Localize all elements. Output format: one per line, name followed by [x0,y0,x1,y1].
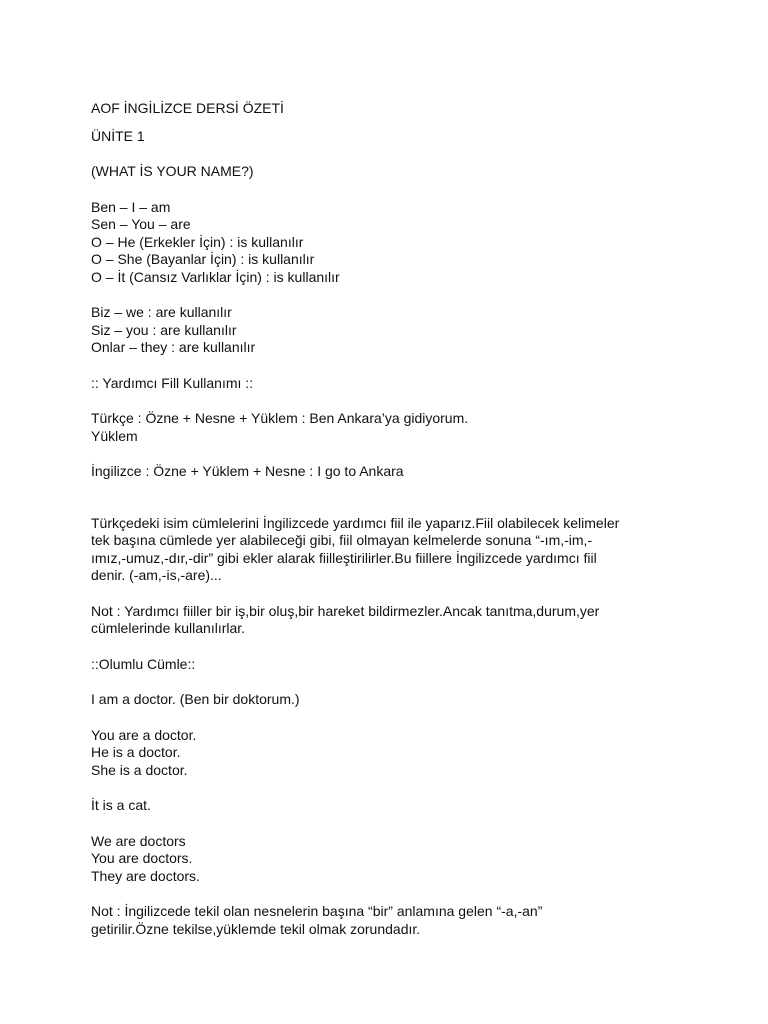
turkish-order-line: Türkçe : Özne + Nesne + Yüklem : Ben Ankara’ya gidiyorum. [91,410,469,426]
document-title: AOF İNGİLİZCE DERSİ ÖZETİ [91,100,284,116]
explanation-paragraph [91,515,691,585]
positive-heading-block [91,656,691,674]
pronoun-line: Biz – we : are kullanılır [91,304,232,320]
document-body [91,100,691,956]
note-paragraph [91,903,691,938]
example-line: I am a doctor. (Ben bir doktorum.) [91,691,300,707]
paragraph-line: Türkçedeki isim cümlelerini İngilizcede yardımcı fiil ile yaparız.Fiil olabilecek kelimeler [91,514,620,531]
examples-singular [91,727,691,780]
paragraph-line: getirilir.Özne tekilse,yüklemde tekil olmak zorundadır. [91,920,421,937]
lesson-subtitle: (WHAT İS YOUR NAME?) [91,163,254,179]
auxiliary-heading-block [91,375,691,393]
example-line: You are a doctor. [91,726,197,743]
example-line: They are doctors. [91,867,200,884]
english-order-block [91,463,691,481]
english-order-line: İngilizce : Özne + Yüklem + Nesne : I go to Ankara [91,463,404,479]
subtitle-block [91,163,691,181]
pronoun-line: O – He (Erkekler İçin) : is kullanılır [91,233,304,250]
pronoun-line: O – She (Bayanlar İçin) : is kullanılır [91,251,315,267]
paragraph-line: tek başına cümlede yer alabileceği gibi, fiil olmayan kelmelerde sonuna “-ım,-im,- [91,532,593,548]
example-main-block [91,691,691,709]
examples-plural [91,833,691,886]
plural-pronouns [91,304,691,357]
pronoun-line: Onlar – they : are kullanılır [91,339,256,355]
pronoun-line: Siz – you : are kullanılır [91,321,237,338]
paragraph-line: denir. (-am,-is,-are)... [91,567,222,583]
example-line: She is a doctor. [91,761,188,778]
pronoun-line: Sen – You – are [91,216,191,232]
paragraph-line: Not : Yardımcı fiiller bir iş,bir oluş,bir hareket bildirmezler.Ancak tanıtma,durum,yer [91,602,600,619]
example-it-block [91,797,691,815]
section-heading: :: Yardımcı Fill Kullanımı :: [91,374,254,391]
pronoun-line: Ben – I – am [91,198,171,215]
section-heading: ::Olumlu Cümle:: [91,655,196,672]
paragraph-line: Not : İngilizcede tekil olan nesnelerin başına “bir” anlamına gelen “-a,-an” [91,903,543,919]
example-line: İt is a cat. [91,797,151,813]
paragraph-line: ımız,-umuz,-dır,-dir” gibi ekler alarak fiilleştirilirler.Bu fiillere İngilizcede yardımcı fiil [91,549,597,566]
unit-block [91,128,691,146]
paragraph-line: cümlelerinde kullanılırlar. [91,620,246,636]
example-line: We are doctors [91,832,186,849]
singular-pronouns [91,199,691,287]
turkish-order-block [91,410,691,445]
unit-heading: ÜNİTE 1 [91,127,145,144]
turkish-order-line: Yüklem [91,427,138,444]
example-line: You are doctors. [91,850,193,866]
note-paragraph [91,603,691,638]
title-block [91,100,691,118]
example-line: He is a doctor. [91,744,181,760]
pronoun-line: O – İt (Cansız Varlıklar İçin) : is kullanılır [91,268,340,285]
